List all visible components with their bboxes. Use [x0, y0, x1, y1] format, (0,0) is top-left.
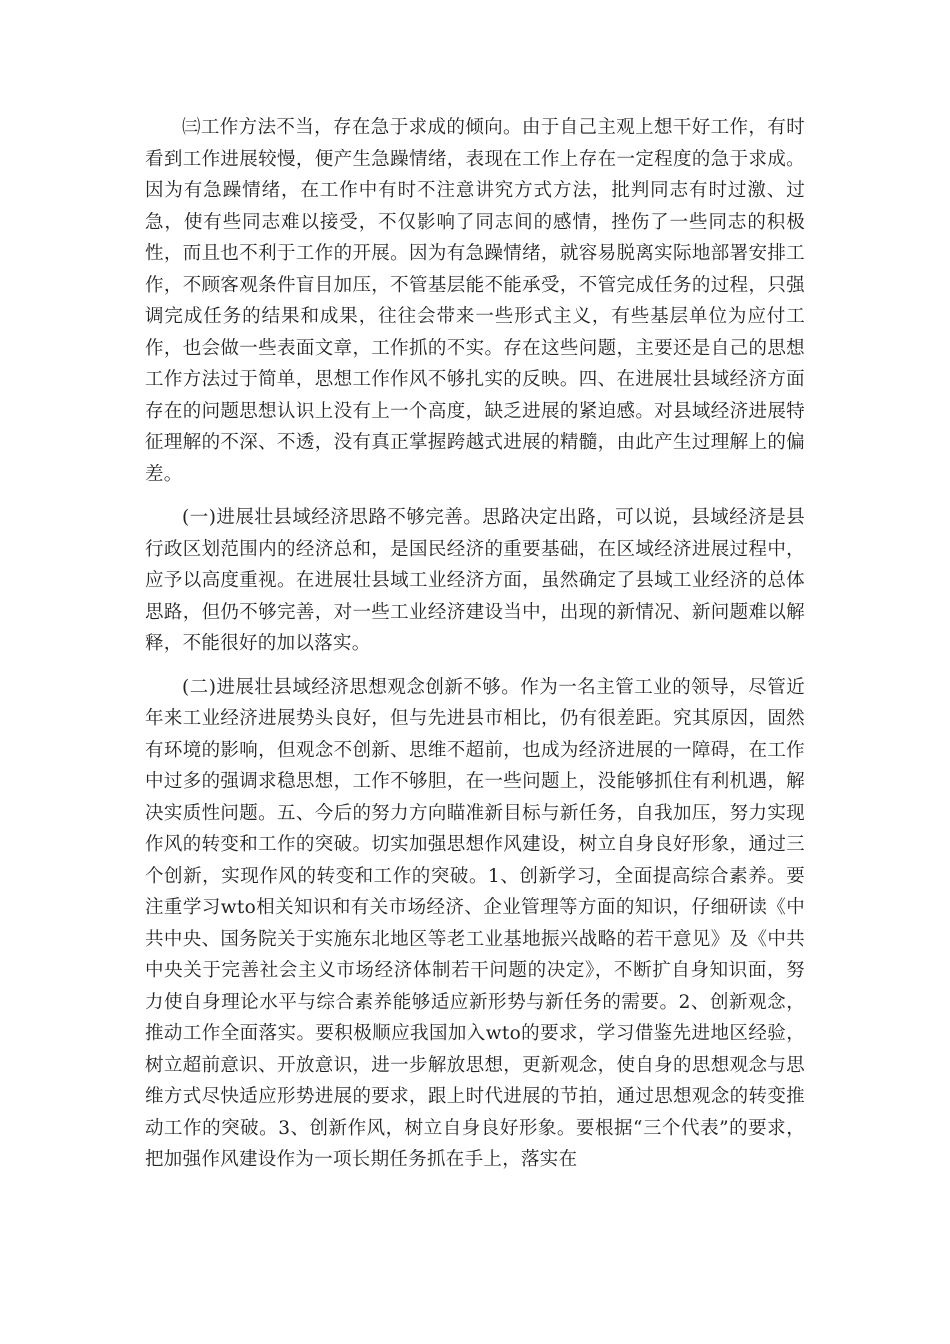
- paragraph-work-method: ㈢工作方法不当，存在急于求成的倾向。由于自己主观上想干好工作，有时看到工作进展较慢，便产生急躁情绪，表现在工作上存在一定程度的急于求成。因为有急躁情绪，在工作中有时不注意讲究方式方法，批判同志有时过激、过急，使有些同志难以接受，不仅影响了同志间的感情，挫伤了一些同志的积极性，而且也不利于工作的开展。因为有急躁情绪，就容易脱离实际地部署安排工作，不顾客观条件盲目加压，不管基层能不能承受，不管完成任务的过程，只强调完成任务的结果和成果，往往会带来一些形式主义，有些基层单位为应付工作，也会做一些表面文章，工作抓的不实。存在这些问题，主要还是自己的思想工作方法过于简单，思想工作作风不够扎实的反映。四、在进展壮县域经济方面存在的问题思想认识上没有上一个高度，缺乏进展的紧迫感。对县域经济进展特征理解的不深、不透，没有真正掌握跨越式进展的精髓，由此产生过理解上的偏差。: [145, 117, 805, 485]
- paragraph-development-approach: (一)进展壮县域经济思路不够完善。思路决定出路，可以说，县域经济是县行政区划范围内的经济总和，是国民经济的重要基础，在区域经济进展过程中，应予以高度重视。在进展壮县域工业经济方面，虽然确定了县域工业经济的总体思路，但仍不够完善，对一些工业经济建设当中，出现的新情况、新问题难以解释，不能很好的加以落实。: [145, 507, 805, 654]
- paragraph-concept-innovation: (二)进展壮县域经济思想观念创新不够。作为一名主管工业的领导，尽管近年来工业经济进展势头良好，但与先进县市相比，仍有很差距。究其原因，固然有环境的影响，但观念不创新、思维不超前，也成为经济进展的一障碍，在工作中过多的强调求稳思想，工作不够胆，在一些问题上，没能够抓住有利机遇，解决实质性问题。五、今后的努力方向瞄准新目标与新任务，自我加压，努力实现作风的转变和工作的突破。切实加强思想作风建设，树立自身良好形象，通过三个创新，实现作风的转变和工作的突破。1、创新学习，全面提高综合素养。要注重学习wto相关知识和有关市场经济、企业管理等方面的知识，仔细研读《中共中央、国务院关于实施东北地区等老工业基地振兴战略的若干意见》及《中共中央关于完善社会主义市场经济体制若干问题的决定》，不断扩自身知识面，努力使自身理论水平与综合素养能够适应新形势与新任务的需要。2、创新观念，推动工作全面落实。要积极顺应我国加入wto的要求，学习借鉴先进地区经验，树立超前意识、开放意识，进一步解放思想，更新观念，使自身的思想观念与思维方式尽快适应形势进展的要求，跟上时代进展的节拍，通过思想观念的转变推动工作的突破。3、创新作风，树立自身良好形象。要根据“三个代表”的要求，把加强作风建设作为一项长期任务抓在手上，落实在: [145, 676, 805, 1170]
- document-page: [145, 112, 805, 1176]
